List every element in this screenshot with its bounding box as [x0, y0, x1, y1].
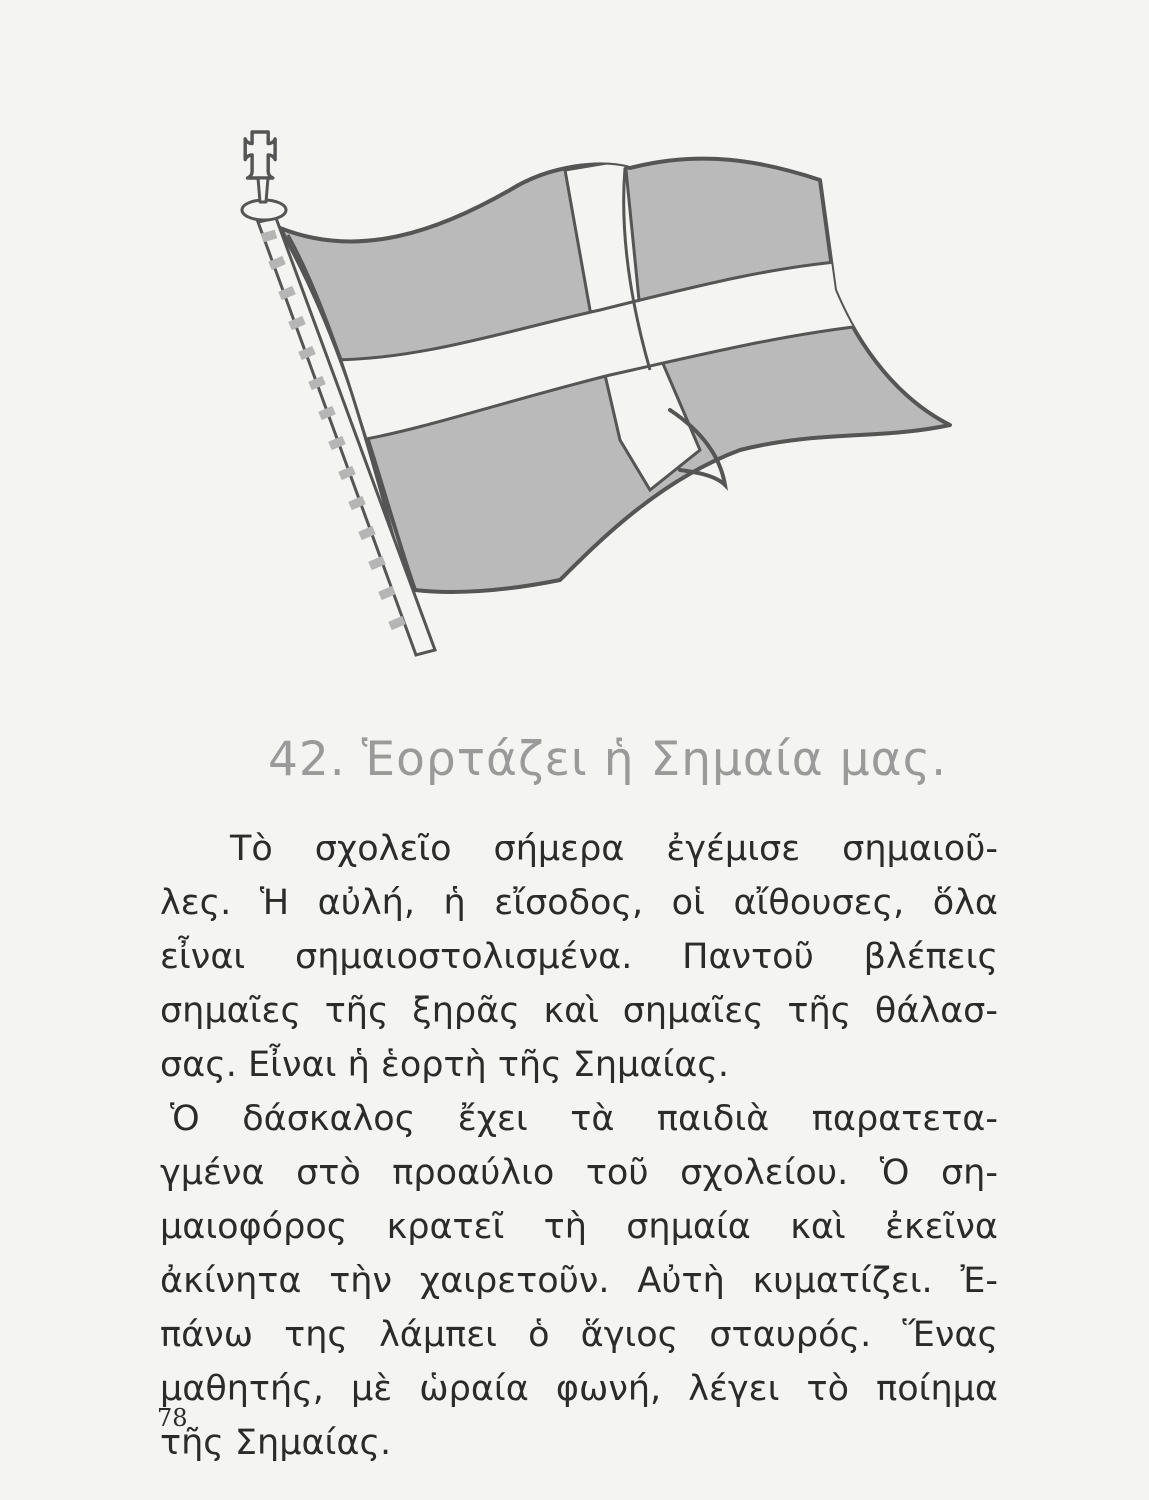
text-line: μαθητής, μὲ ὡραία φωνή, λέγει τὸ ποίημα: [160, 1369, 998, 1409]
page-number: 78: [157, 1404, 188, 1432]
text-line: μαιοφόρος κρατεῖ τὴ σημαία καὶ ἐκεῖνα: [160, 1207, 998, 1247]
greek-flag-illustration: [180, 110, 960, 670]
text-line: εἶναι σημαιοστολισμένα. Παντοῦ βλέπεις: [160, 937, 998, 977]
text-line: τῆς Σημαίας.: [160, 1423, 392, 1463]
text-line: Ὁ δάσκαλος ἔχει τὰ παιδιὰ παρατετα-: [170, 1099, 998, 1139]
text-line: πάνω της λάμπει ὁ ἅγιος σταυρός. Ἕνας: [160, 1315, 998, 1355]
text-line: λες. Ἡ αὐλή, ἡ εἴσοδος, οἱ αἴθουσες, ὅλα: [160, 883, 998, 923]
paragraph: [160, 1092, 998, 1470]
text-line: σας. Εἶναι ἡ ἑορτὴ τῆς Σημαίας.: [160, 1045, 729, 1085]
pole-cross-finial-icon: [245, 132, 275, 202]
body-text: [160, 822, 998, 1470]
text-line: Τὸ σχολεῖο σήμερα ἐγέμισε σημαιοῦ-: [230, 829, 998, 869]
paragraph: [160, 822, 998, 1092]
chapter-title: 42. Ἑορτάζει ἡ Σημαία μας.: [268, 732, 948, 787]
text-line: ἀκίνητα τὴν χαιρετοῦν. Αὐτὴ κυματίζει. Ἐ-: [160, 1261, 998, 1301]
text-line: σημαῖες τῆς ξηρᾶς καὶ σημαῖες τῆς θάλασ-: [160, 991, 998, 1031]
text-line: γμένα στὸ προαύλιο τοῦ σχολείου. Ὁ ση-: [160, 1153, 998, 1193]
